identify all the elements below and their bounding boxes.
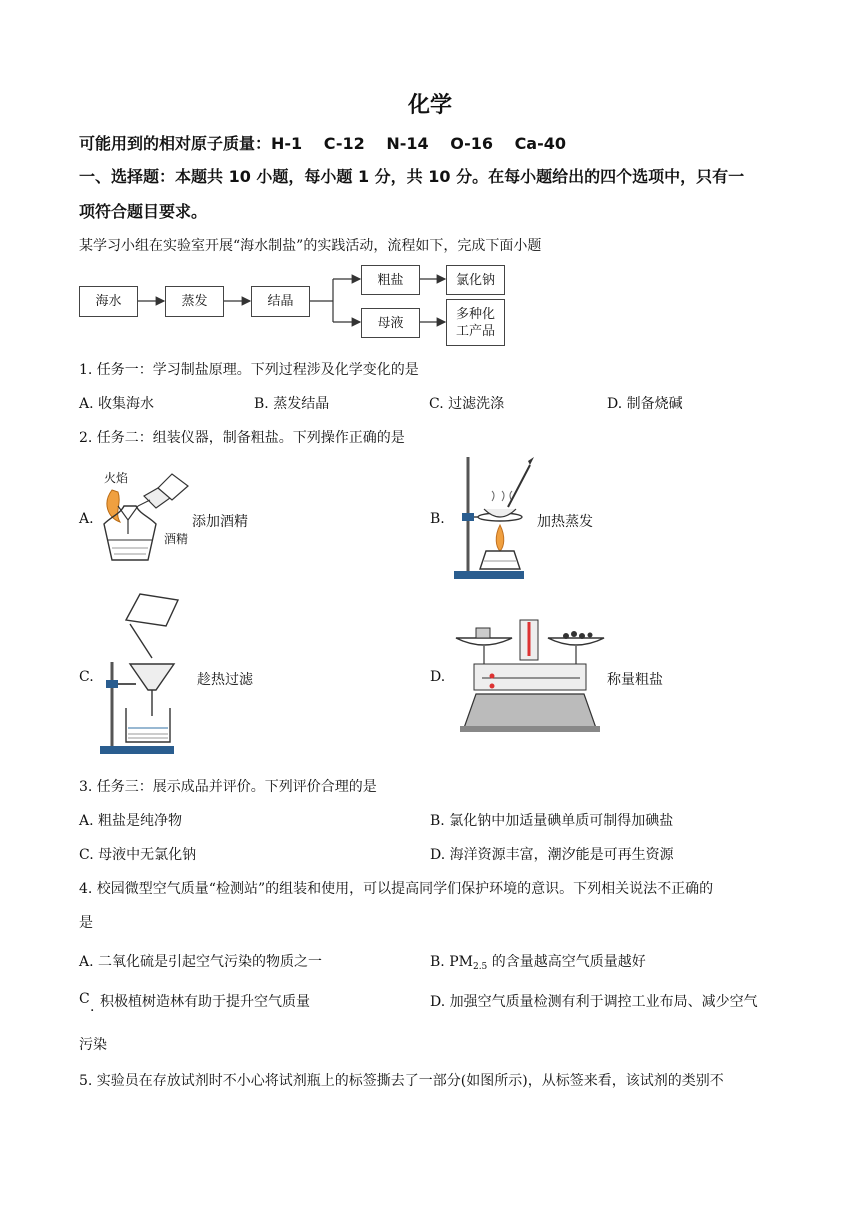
q4-stem-line1: 4. 校园微型空气质量“检测站”的组装和使用，可以提高同学们保护环境的意识。下列相关说法不正确的 [79, 881, 714, 897]
intro-text: 某学习小组在实验室开展“海水制盐”的实践活动，流程如下，完成下面小题 [79, 238, 542, 254]
q4-option-a: A. 二氧化硫是引起空气污染的物质之一 [79, 954, 323, 970]
q3-stem: 3. 任务三：展示成品并评价。下列评价合理的是 [79, 779, 377, 795]
q2-b-label: 加热蒸发 [537, 514, 593, 530]
q1-stem: 1. 任务一：学习制盐原理。下列过程涉及化学变化的是 [79, 362, 419, 378]
q2-d-label: 称量粗盐 [607, 672, 663, 688]
q2-a-alcohol-label: 酒精 [164, 532, 189, 546]
flow-box-mother-liquor: 母液 [361, 308, 420, 338]
flow-box-crude-salt: 粗盐 [361, 265, 420, 295]
q3-option-c: C. 母液中无氯化钠 [79, 847, 197, 863]
filtration-figure [96, 592, 186, 758]
q1-option-a: A. 收集海水 [79, 396, 155, 412]
q2-b-letter: B. [430, 511, 445, 527]
flow-box-seawater: 海水 [79, 286, 138, 317]
q5-stem: 5. 实验员在存放试剂时不小心将试剂瓶上的标签撕去了一部分(如图所示)，从标签来看，该试剂的类别不 [79, 1073, 724, 1089]
q1-option-d: D. 制备烧碱 [607, 396, 683, 412]
page-title: 化学 [407, 93, 452, 118]
atomic-masses: 可能用到的相对原子质量：H-1 C-12 N-14 O-16 Ca-40 [79, 134, 567, 153]
flow-box-chemical-products [446, 299, 505, 346]
section-heading-line1: 一、选择题：本题共 10 小题，每小题 1 分，共 10 分。在每小题给出的四个选项中，只有一 [79, 167, 745, 186]
q3-option-a: A. 粗盐是纯净物 [79, 813, 183, 829]
q4-c-dot: · [90, 1003, 95, 1019]
products-line2: 工产品 [455, 323, 495, 339]
q2-stem: 2. 任务二：组装仪器，制备粗盐。下列操作正确的是 [79, 430, 405, 446]
q1-option-c: C. 过滤洗涤 [429, 396, 505, 412]
flow-box-nacl: 氯化钠 [446, 265, 505, 295]
evaporation-figure [450, 455, 540, 583]
flow-box-crystallize: 结晶 [251, 286, 310, 317]
section-heading-line2: 项符合题目要求。 [79, 202, 208, 221]
balance-figure [452, 618, 606, 734]
q2-d-letter: D. [430, 669, 446, 685]
q1-option-b: B. 蒸发结晶 [254, 396, 330, 412]
q4-option-c-letter: C [79, 991, 90, 1007]
q3-option-d: D. 海洋资源丰富，潮汐能是可再生资源 [430, 847, 674, 863]
flow-box-evaporate: 蒸发 [165, 286, 224, 317]
q4-stem-line2: 是 [79, 915, 93, 931]
q2-a-letter: A. [79, 511, 94, 527]
q3-option-b: B. 氯化钠中加适量碘单质可制得加碘盐 [430, 813, 674, 829]
products-line1: 多种化 [455, 306, 495, 322]
q2-a-label: 添加酒精 [192, 514, 248, 530]
q4-option-d-line2: 污染 [79, 1037, 107, 1053]
q2-c-letter: C. [79, 669, 94, 685]
q4-option-d-line1: D. 加强空气质量检测有利于调控工业布局、减少空气 [430, 994, 758, 1010]
q4-option-c: 积极植树造林有助于提升空气质量 [100, 994, 310, 1010]
q2-a-flame-label: 火焰 [104, 471, 129, 485]
q4-option-b: B. $PM_{2.5}$ 的含量越高空气质量越好 [430, 954, 646, 972]
q2-c-label: 趁热过滤 [197, 672, 253, 688]
